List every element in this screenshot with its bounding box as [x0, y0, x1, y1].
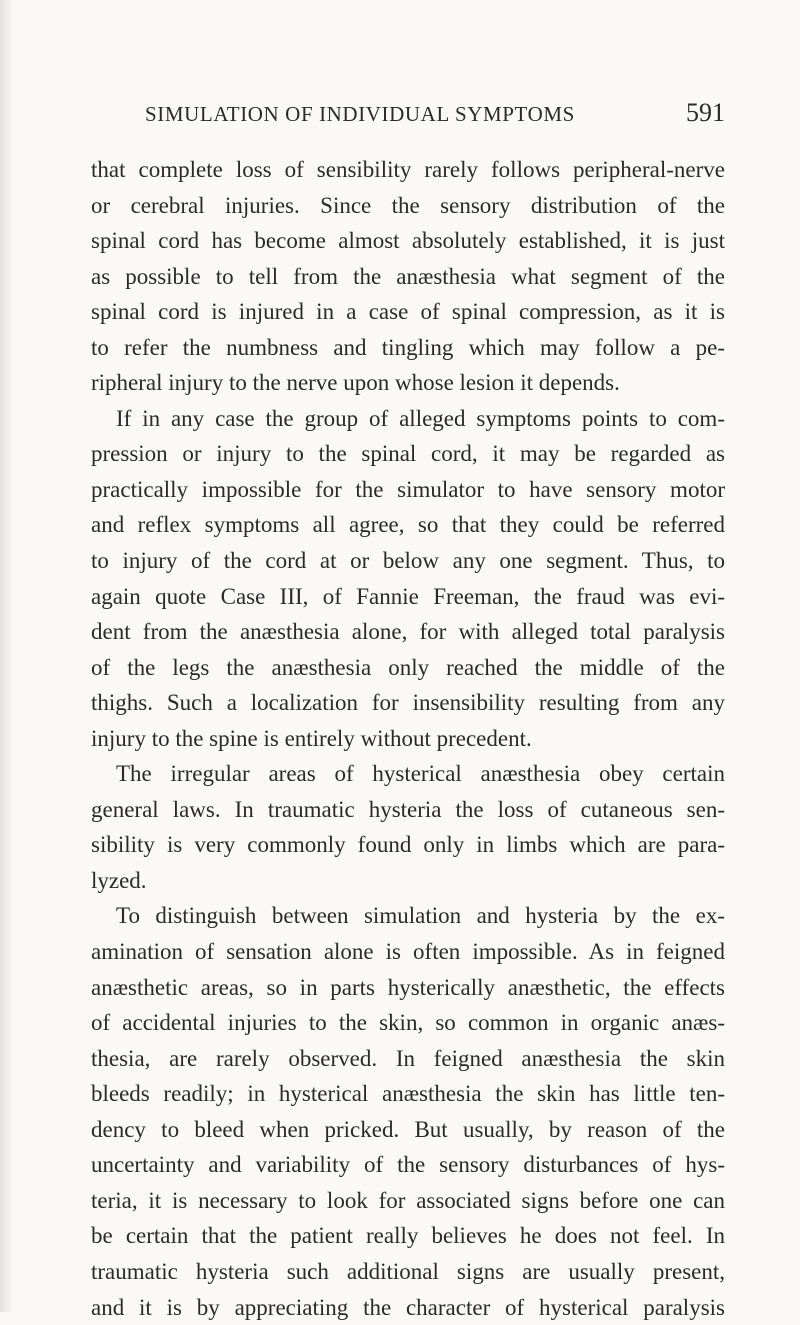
- text-line: of the legs the anæsthesia only reached the middle of the: [91, 650, 725, 686]
- text-line: again quote Case III, of Fannie Freeman, the fraud was evi-: [91, 579, 725, 615]
- text-line: thighs. Such a localization for insensibility resulting from any: [91, 685, 725, 721]
- text-line: spinal cord is injured in a case of spinal compression, as it is: [91, 294, 725, 330]
- text-line: dency to bleed when pricked. But usually, by reason of the: [91, 1112, 725, 1148]
- text-line: practically impossible for the simulator to have sensory motor: [91, 472, 725, 508]
- text-line: If in any case the group of alleged symptoms points to com-: [91, 401, 725, 437]
- text-line: spinal cord has become almost absolutely established, it is just: [91, 223, 725, 259]
- text-line: The irregular areas of hysterical anæsthesia obey certain: [91, 756, 725, 792]
- text-line: thesia, are rarely observed. In feigned anæsthesia the skin: [91, 1041, 725, 1077]
- text-line: to injury of the cord at or below any one segment. Thus, to: [91, 543, 725, 579]
- text-line: or cerebral injuries. Since the sensory distribution of the: [91, 188, 725, 224]
- text-line: sibility is very commonly found only in limbs which are para-: [91, 827, 725, 863]
- text-line: to refer the numbness and tingling which may follow a pe-: [91, 330, 725, 366]
- text-line: lyzed.: [91, 863, 725, 899]
- text-line: and reflex symptoms all agree, so that they could be referred: [91, 507, 725, 543]
- page-number: 591: [686, 98, 725, 128]
- body-text: [91, 152, 725, 1325]
- text-line: general laws. In traumatic hysteria the loss of cutaneous sen-: [91, 792, 725, 828]
- text-line: anæsthetic areas, so in parts hysterically anæsthetic, the effects: [91, 970, 725, 1006]
- page-edge-shadow: [0, 0, 14, 1312]
- text-line: be certain that the patient really believes he does not feel. In: [91, 1218, 725, 1254]
- text-line: injury to the spine is entirely without precedent.: [91, 721, 725, 757]
- text-line: and it is by appreciating the character of hysterical paralysis: [91, 1290, 725, 1325]
- text-line: To distinguish between simulation and hysteria by the ex-: [91, 898, 725, 934]
- text-line: bleeds readily; in hysterical anæsthesia the skin has little ten-: [91, 1076, 725, 1112]
- text-line: dent from the anæsthesia alone, for with alleged total paralysis: [91, 614, 725, 650]
- text-line: of accidental injuries to the skin, so common in organic anæs-: [91, 1005, 725, 1041]
- text-line: traumatic hysteria such additional signs are usually present,: [91, 1254, 725, 1290]
- text-line: pression or injury to the spinal cord, it may be regarded as: [91, 436, 725, 472]
- text-line: that complete loss of sensibility rarely follows peripheral-nerve: [91, 152, 725, 188]
- text-line: as possible to tell from the anæsthesia what segment of the: [91, 259, 725, 295]
- text-line: ripheral injury to the nerve upon whose lesion it depends.: [91, 365, 725, 401]
- running-head: SIMULATION OF INDIVIDUAL SYMPTOMS: [145, 102, 575, 127]
- text-line: teria, it is necessary to look for associated signs before one can: [91, 1183, 725, 1219]
- text-line: amination of sensation alone is often impossible. As in feigned: [91, 934, 725, 970]
- page-header: [145, 98, 725, 132]
- text-line: uncertainty and variability of the sensory disturbances of hys-: [91, 1147, 725, 1183]
